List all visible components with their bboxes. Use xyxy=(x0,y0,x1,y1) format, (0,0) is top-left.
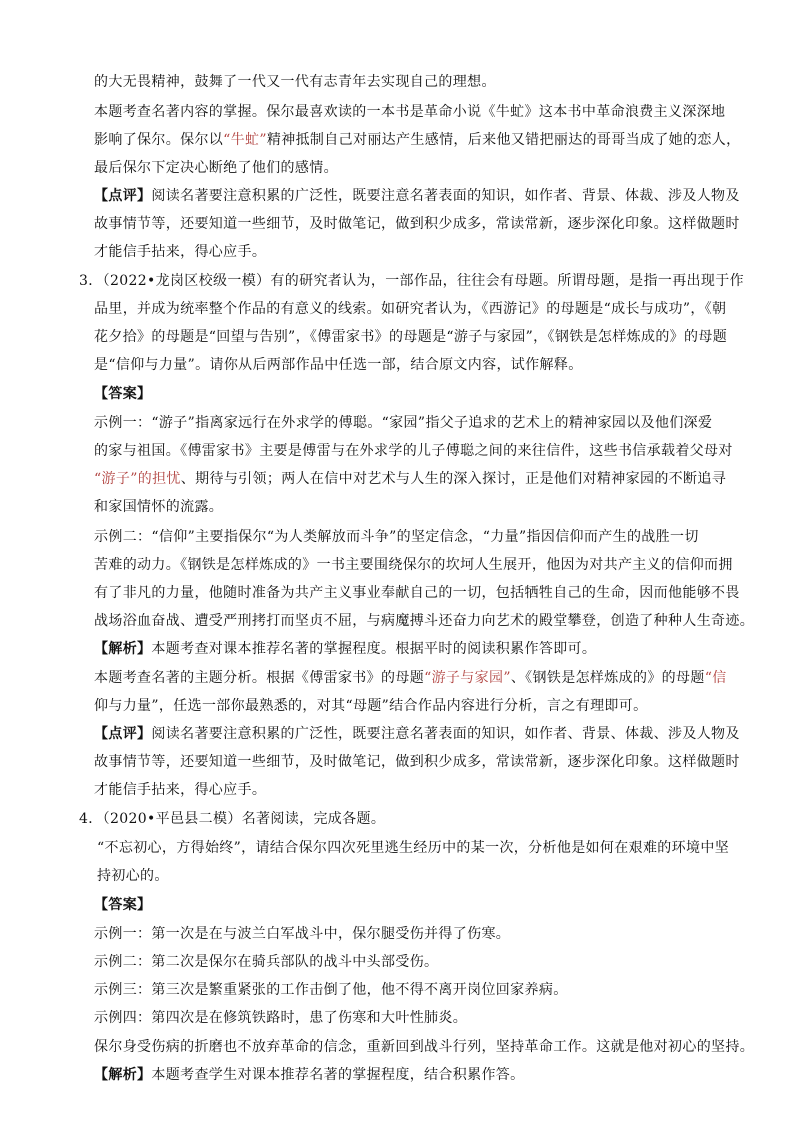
text-line xyxy=(94,497,223,517)
text-segment: 最后保尔下定决心断绝了他们的感情。 xyxy=(94,160,338,176)
text-line xyxy=(94,611,754,631)
text-segment: 战场浴血奋战、遭受严刑拷打而坚贞不屈，与病魔搏斗还奋力向艺术的殿堂攀登，创造了种种人生奇迹。 xyxy=(94,613,755,629)
text-line xyxy=(97,866,169,886)
text-line xyxy=(94,724,740,744)
text-segment: 阅读名著要注意积累的广泛性，既要注意名著表面的知识，如作者、背景、体裁、涉及人物及 xyxy=(151,726,740,742)
text-segment: 品里，并成为统率整个作品的有意义的线索。如研究者认为，《西游记》的母题是“成长与成功”，《朝 xyxy=(94,301,727,317)
text-segment: 是“信仰与力量”。请你从后两部作品中任选一部，结合原文内容，试作解释。 xyxy=(94,357,583,373)
text-line xyxy=(94,555,733,575)
text-segment: 仰与力量”，任选一部你最熟悉的，对其“母题”结合作品内容进行分析，言之有理即可。 xyxy=(94,698,648,714)
section-label: 【点评】 xyxy=(94,726,152,742)
section-label: 【答案】 xyxy=(94,897,152,913)
text-segment: 示例一：第一次是在与波兰白军战斗中，保尔腿受伤并得了伤寒。 xyxy=(94,926,511,942)
text-segment: 和家国情怀的流露。 xyxy=(94,499,224,515)
text-line xyxy=(94,130,740,150)
text-line xyxy=(94,752,740,772)
text-line xyxy=(94,895,151,915)
text-line xyxy=(94,583,740,603)
highlighted-text: “游子”的担忧 xyxy=(94,471,181,487)
text-segment: 故事情节等，还要知道一些细节，及时做笔记，做到积少成多，常读常新，逐步深化印象。这样做题时 xyxy=(94,754,740,770)
text-segment: “不忘初心，方得始终”，请结合保尔四次死里逃生经历中的某一次，分析他是如何在艰难的环境中坚 xyxy=(97,840,730,856)
text-segment: 示例三：第三次是繁重紧张的工作击倒了他，他不得不离开岗位回家养病。 xyxy=(94,982,568,998)
text-segment: 示例一：“游子”指离家远行在外求学的傅聪。“家园”指父子追求的艺术上的精神家园以及他们深爱 xyxy=(94,415,713,431)
text-line xyxy=(94,1065,525,1085)
text-segment: 花夕拾》的母题是“回望与告别”，《傅雷家书》的母题是“游子与家园”，《钢铁是怎样炼成的》的母题 xyxy=(94,329,728,345)
text-segment: 本题考查学生对课本推荐名著的掌握程度，结合积累作答。 xyxy=(151,1067,525,1083)
text-line xyxy=(94,242,266,262)
text-line xyxy=(94,102,725,122)
section-label: 【解析】 xyxy=(94,641,152,657)
text-line xyxy=(94,158,338,178)
highlighted-text: “游子与家园” xyxy=(424,670,511,686)
text-segment: 的家与祖国。《傅雷家书》主要是傅雷与在外求学的儿子傅聪之间的来往信件，这些书信承载着父母对 xyxy=(94,443,733,459)
text-line xyxy=(94,327,727,347)
text-line xyxy=(94,952,438,972)
text-segment: 示例四：第四次是在修筑铁路时，患了伤寒和大叶性肺炎。 xyxy=(94,1010,468,1026)
text-line xyxy=(94,1037,754,1057)
text-line xyxy=(94,780,266,800)
text-line xyxy=(94,1008,467,1028)
text-line xyxy=(94,384,151,404)
text-line xyxy=(79,809,385,829)
text-segment: 、《钢铁是怎样炼成的》的母题 xyxy=(510,670,705,686)
text-segment: 示例二：第二次是保尔在骑兵部队的战斗中头部受伤。 xyxy=(94,954,439,970)
section-label: 【点评】 xyxy=(94,188,152,204)
text-segment: 精神抵制自己对丽达产生感情，后来他又错把丽达的哥哥当成了她的恋人， xyxy=(266,132,741,148)
text-line xyxy=(94,186,740,206)
text-line xyxy=(94,980,568,1000)
text-segment: 4．（2020•平邑县二模）名著阅读，完成各题。 xyxy=(79,811,386,827)
highlighted-text: “信 xyxy=(704,670,727,686)
text-segment: 本题考查对课本推荐名著的掌握程度。根据平时的阅读积累作答即可。 xyxy=(151,641,597,657)
section-label: 【答案】 xyxy=(94,386,152,402)
text-line xyxy=(94,413,712,433)
section-label: 【解析】 xyxy=(94,1067,152,1083)
text-segment: 本题考查名著的主题分析。根据《傅雷家书》的母题 xyxy=(94,670,425,686)
text-segment: 阅读名著要注意积累的广泛性，既要注意名著表面的知识，如作者、背景、体裁、涉及人物及 xyxy=(151,188,740,204)
text-segment: 本题考查名著内容的掌握。保尔最喜欢读的一本书是革命小说《牛虻》这本书中革命浪费主义深深地 xyxy=(94,104,726,120)
text-line xyxy=(94,696,647,716)
text-segment: 示例二：“信仰”主要指保尔“为人类解放而斗争”的坚定信念，“力量”指因信仰而产生的战胜一切 xyxy=(94,529,699,545)
text-line xyxy=(94,214,740,234)
highlighted-text: “牛虻” xyxy=(223,132,267,148)
text-segment: 影响了保尔。保尔以 xyxy=(94,132,224,148)
text-segment: 故事情节等，还要知道一些细节，及时做笔记，做到积少成多，常读常新，逐步深化印象。这样做题时 xyxy=(94,216,740,232)
text-line xyxy=(94,924,510,944)
text-segment: 有了非凡的力量，他随时准备为共产主义事业奉献自己的一切，包括牺牲自己的生命，因而他能够不畏 xyxy=(94,585,740,601)
text-segment: 才能信手拈来，得心应手。 xyxy=(94,782,267,798)
text-segment: 持初心的。 xyxy=(97,868,169,884)
text-line xyxy=(79,271,744,291)
text-segment: 3．（2022•龙岗区校级一模）有的研究者认为，一部作品，往往会有母题。所谓母题，是指一再出现于作 xyxy=(79,273,744,289)
text-line xyxy=(94,299,726,319)
text-line xyxy=(94,441,733,461)
text-line xyxy=(94,668,727,688)
text-line xyxy=(94,469,726,489)
text-segment: 保尔身受伤病的折磨也不放弃革命的信念，重新回到战斗行列，坚持革命工作。这就是他对初心的坚持。 xyxy=(94,1039,755,1055)
text-line xyxy=(94,527,699,547)
text-line xyxy=(94,355,583,375)
text-line xyxy=(94,639,596,659)
text-segment: 才能信手拈来，得心应手。 xyxy=(94,244,267,260)
text-segment: 苦难的动力。《钢铁是怎样炼成的》一书主要围绕保尔的坎坷人生展开，他因为对共产主义的信仰而拥 xyxy=(94,557,733,573)
text-segment: 的大无畏精神，鼓舞了一代又一代有志青年去实现自己的理想。 xyxy=(94,74,496,90)
text-segment: 、期待与引领；两人在信中对艺术与人生的深入探讨，正是他们对精神家园的不断追寻 xyxy=(180,471,727,487)
text-line xyxy=(94,72,496,92)
text-line xyxy=(97,838,729,858)
